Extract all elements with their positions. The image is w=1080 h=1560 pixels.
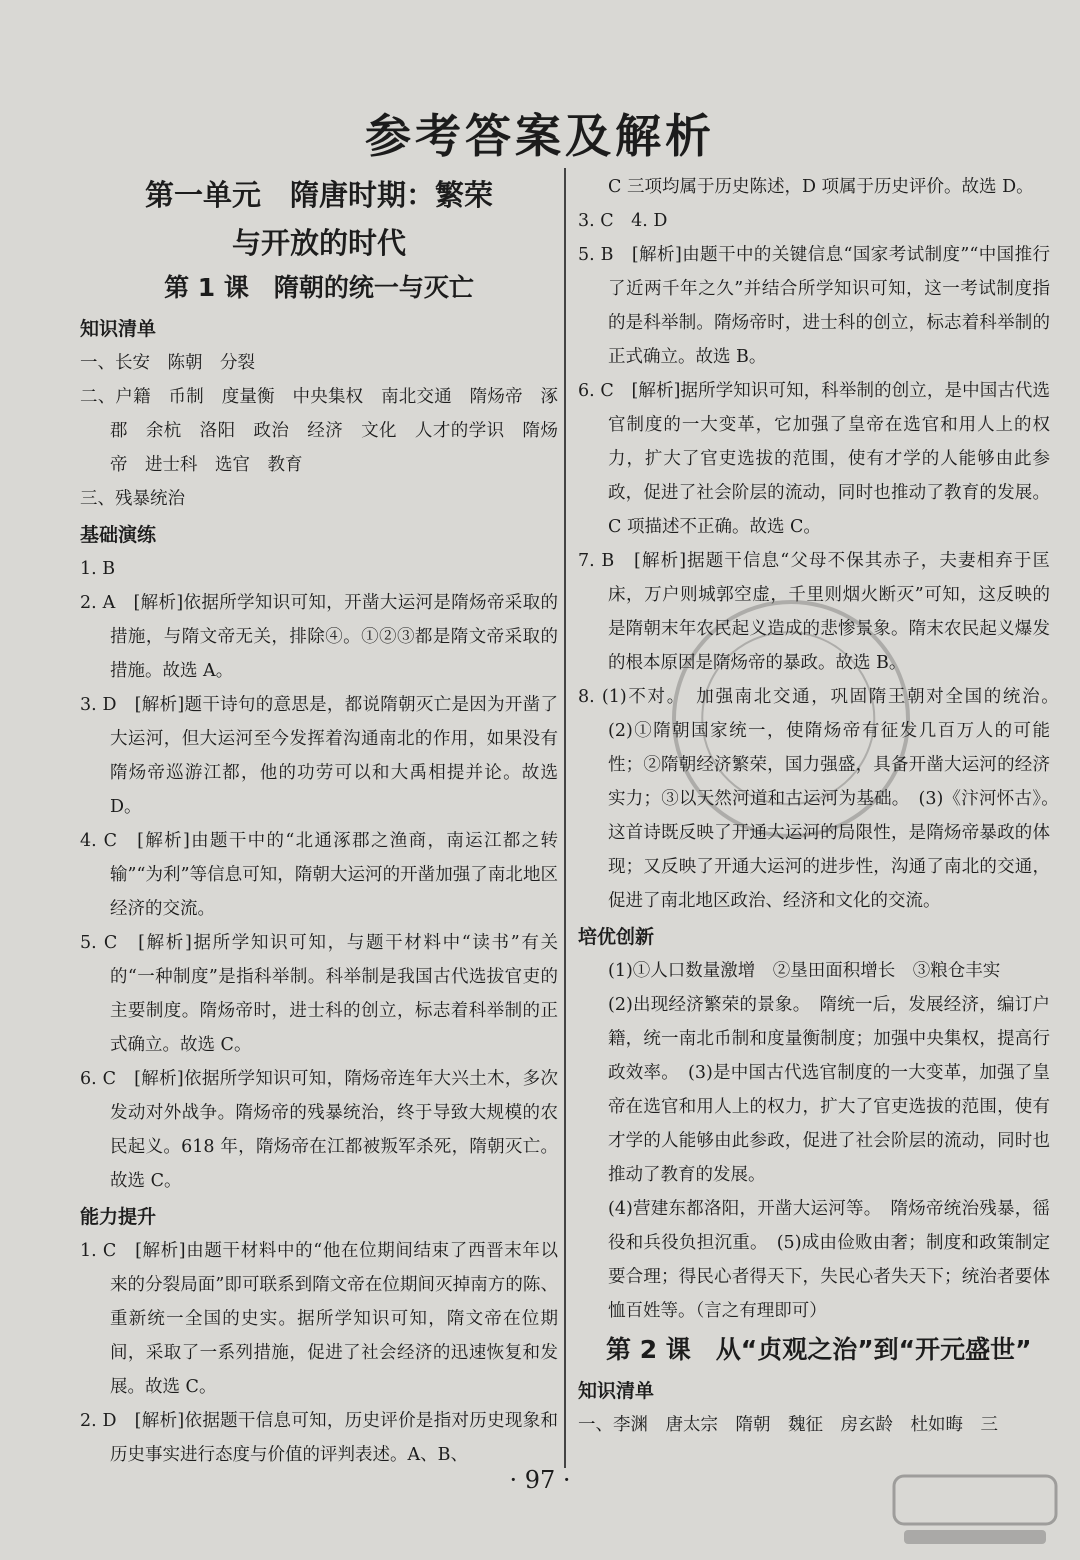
answer-ability-2: 2. D [解析]依据题干信息可知，历史评价是指对历史现象和历史事实进行态度与价值的评判表述。A、B、 <box>80 1411 558 1465</box>
answer-basic-3: 3. D [解析]题干诗句的意思是，都说隋朝灭亡是因为开凿了大运河，但大运河至今发挥着沟通南北的作用，如果没有隋炀帝巡游江都，他的功劳可以和大禹相提并论。故选 D。 <box>80 695 558 817</box>
knowledge2-item-1: 一、李渊 唐太宗 隋朝 魏征 房玄龄 杜如晦 三 <box>578 1415 998 1435</box>
answer-basic-5: 5. C [解析]据所学知识可知，与题干材料中“读书”有关的“一种制度”是指科举制。科举制是我国古代选拔官吏的主要制度。隋炀帝时，进士科的创立，标志着科举制的正式确立。故选 C。 <box>80 933 558 1055</box>
answer-excellence-2: (2)出现经济繁荣的景象。 隋统一后，发展经济，编订户籍，统一南北币制和度量衡制度；加强中央集权，提高行政效率。 (3)是中国古代选官制度的一大变革，加强了皇帝在选官和用人上的权力，扩大了官吏选拔的范围，使有才学的人能够由此参政，促进了社会阶层的流动，同时也推动了教育的发展。 <box>608 995 1050 1185</box>
answer-excellence-3: (4)营建东都洛阳，开凿大运河等。 隋炀帝统治残暴，徭役和兵役负担沉重。 (5)成由俭败由奢；制度和政策制定要合理；得民心者得天下，失民心者失天下；统治者要体恤百姓等。（言之有理即可） <box>608 1199 1050 1321</box>
answer-ability-3-4: 3. C 4. D <box>578 211 668 231</box>
answer-excellence-1: (1)①人口数量激增 ②垦田面积增长 ③粮仓丰实 <box>608 961 1001 981</box>
answer-ability-2-continued: C 三项均属于历史陈述，D 项属于历史评价。故选 D。 <box>608 177 1034 197</box>
unit-title-line1: 第一单元 隋唐时期：繁荣 <box>144 178 493 212</box>
unit-title-line2: 与开放的时代 <box>231 226 406 260</box>
knowledge-item-2: 二、户籍 币制 度量衡 中央集权 南北交通 隋炀帝 涿郡 余杭 洛阳 政治 经济 文化 人才的学识 隋炀帝 进士科 选官 教育 <box>80 387 558 475</box>
section-heading-excellence: 培优创新 <box>578 926 655 948</box>
answer-ability-1: 1. C [解析]由题干材料中的“他在位期间结束了西晋末年以来的分裂局面”即可联系到隋文帝在位期间灭掉南方的陈、重新统一全国的史实。据所学知识可知，隋文帝在位期间，采取了一系列措施，促进了社会经济的迅速恢复和发展。故选 C。 <box>80 1241 558 1397</box>
lesson1-title: 第 1 课 隋朝的统一与灭亡 <box>164 273 474 302</box>
left-column <box>80 170 558 1472</box>
site-logo-watermark <box>890 1470 1060 1550</box>
stamp-inner-ring <box>669 599 907 837</box>
knowledge-item-3: 三、残暴统治 <box>80 489 185 509</box>
answer-basic-6: 6. C [解析]依据所学知识可知，隋炀帝连年大兴土木，多次发动对外战争。隋炀帝的残暴统治，终于导致大规模的农民起义。618 年，隋炀帝在江都被叛军杀死，隋朝灭亡。故选 C。 <box>80 1069 558 1191</box>
knowledge-item-1: 一、长安 陈朝 分裂 <box>80 353 255 373</box>
main-title: 参考答案及解析 <box>365 109 715 163</box>
section-heading-basic: 基础演练 <box>80 524 157 546</box>
answer-basic-2: 2. A [解析]依据所学知识可知，开凿大运河是隋炀帝采取的措施，与隋文帝无关，排除④。①②③都是隋文帝采取的措施。故选 A。 <box>80 593 558 681</box>
answer-ability-6: 6. C [解析]据所学知识可知，科举制的创立，是中国古代选官制度的一大变革，它加强了皇帝在选官和用人上的权力，扩大了官吏选拔的范围，使有才学的人能够由此参政，促进了社会阶层的流动，同时也推动了教育的发展。C 项描述不正确。故选 C。 <box>578 381 1050 537</box>
lesson2-title: 第 2 课 从“贞观之治”到“开元盛世” <box>606 1335 1032 1364</box>
answer-basic-4: 4. C [解析]由题干中的“北通涿郡之渔商，南运江都之转输”“为利”等信息可知，隋朝大运河的开凿加强了南北地区经济的交流。 <box>80 831 558 919</box>
page-number: · 97 · <box>509 1466 571 1494</box>
section-heading-knowledge-2: 知识清单 <box>578 1380 655 1402</box>
answer-ability-5: 5. B [解析]由题干中的关键信息“国家考试制度”“中国推行了近两千年之久”并结合所学知识可知，这一考试制度指的是科举制。隋炀帝时，进士科的创立，标志着科举制的正式确立。故选 B。 <box>578 245 1050 367</box>
answer-basic-1: 1. B <box>80 559 116 579</box>
section-heading-ability: 能力提升 <box>80 1206 157 1228</box>
answer-ability-7: 7. B [解析]据题干信息“父母不保其赤子，夫妻相弃于匡床，万户则城郭空虚，千里则烟火断灭”可知，这反映的是隋朝末年农民起义造成的悲惨景象。隋末农民起义爆发的根本原因是隋炀帝的暴政。故选 B。 <box>578 551 1050 673</box>
section-heading-knowledge: 知识清单 <box>80 318 157 340</box>
answer-ability-8: 8. (1)不对。 加强南北交通，巩固隋王朝对全国的统治。 (2)①隋朝国家统一，使隋炀帝有征发几百万人的可能性；②隋朝经济繁荣，国力强盛，具备开凿大运河的经济实力；③以天然河道和古运河为基础。 (3)《汴河怀古》。 这首诗既反映了开通大运河的局限性，是隋炀帝暴政的体现；又反映了开通大运河的进步性，沟通了南北的交通，促进了南北地区政治、经济和文化的交流。 <box>578 687 1068 911</box>
column-divider <box>564 168 566 1468</box>
